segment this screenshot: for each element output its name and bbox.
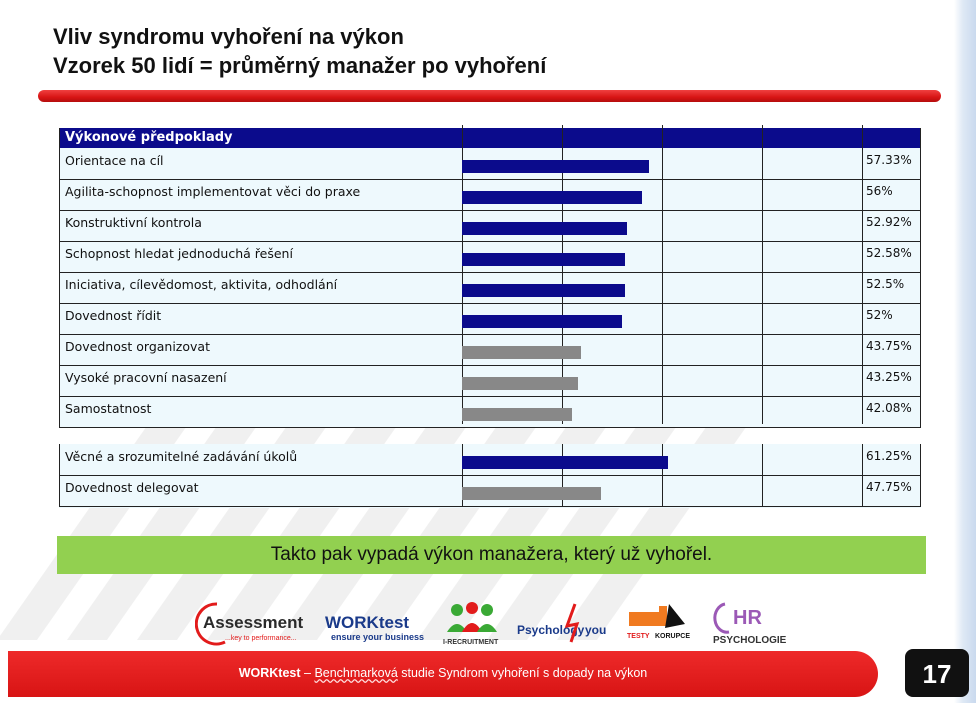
value-label: 52.58%: [866, 246, 912, 260]
row-label: Konstruktivní kontrola: [65, 215, 202, 230]
table-row: [59, 179, 921, 211]
table-row: [59, 475, 921, 507]
row-label: Věcné a srozumitelné zadávání úkolů: [65, 449, 298, 464]
assessment-logo: [195, 598, 313, 648]
bar: [462, 408, 572, 421]
bar: [462, 315, 622, 328]
delegation-table: [59, 444, 921, 508]
psychology-logo-suffix: you: [585, 623, 607, 637]
worktest-logo-text: WORKtest: [325, 613, 410, 632]
psychology-logo-text: Psychology: [517, 623, 585, 637]
table-header: [59, 128, 921, 148]
row-label: Iniciativa, cílevědomost, aktivita, odhodlání: [65, 277, 338, 292]
worktest-logo-sub: ensure your business: [331, 632, 425, 642]
bar: [462, 487, 601, 500]
table-row: [59, 334, 921, 366]
table-row: [59, 303, 921, 335]
table-row: [59, 272, 921, 304]
table-row: [59, 396, 921, 428]
footer-bar: [8, 651, 878, 697]
title-underline-bar: [38, 90, 941, 102]
hr-psychologie-logo: [711, 598, 791, 648]
page-number-badge: [905, 649, 969, 697]
hr-logo-text: HR: [733, 607, 762, 629]
value-label: 56%: [866, 184, 893, 198]
slide-title: [53, 22, 546, 80]
value-label: 52%: [866, 308, 893, 322]
worktest-logo: [323, 598, 429, 648]
value-label: 52.92%: [866, 215, 912, 229]
bar: [462, 191, 642, 204]
row-label: Vysoké pracovní nasazení: [65, 370, 227, 385]
i-recruitment-logo: [439, 598, 505, 648]
title-line-1: Vliv syndromu vyhoření na výkon: [53, 24, 404, 49]
value-label: 61.25%: [866, 449, 912, 463]
table-row: [59, 365, 921, 397]
bar: [462, 284, 625, 297]
performance-table: [59, 128, 921, 428]
bar: [462, 253, 625, 266]
title-line-2: Vzorek 50 lidí = průměrný manažer po vyhoření: [53, 53, 547, 78]
caption-banner: [57, 536, 926, 574]
bar: [462, 456, 668, 469]
footer-underlined-word: Benchmarková: [314, 666, 398, 680]
page-number: 17: [922, 659, 952, 689]
testy-logo-text: TESTY: [627, 633, 650, 640]
psychology-logo: [515, 598, 615, 648]
value-label: 42.08%: [866, 401, 912, 415]
value-label: 43.25%: [866, 370, 912, 384]
row-label: Dovednost delegovat: [65, 480, 199, 495]
row-label: Dovednost organizovat: [65, 339, 210, 354]
bar: [462, 160, 649, 173]
caption-text: Takto pak vypadá výkon manažera, který už vyhořel.: [270, 544, 713, 565]
assessment-logo-sub: ...key to performance...: [225, 635, 297, 642]
value-label: 57.33%: [866, 153, 912, 167]
row-label: Dovednost řídit: [65, 308, 162, 323]
footer-brand: WORKtest: [238, 666, 301, 680]
table-row: [59, 241, 921, 273]
bar: [462, 346, 581, 359]
row-label: Agilita-schopnost implementovat věci do praxe: [65, 184, 361, 199]
table-row: [59, 444, 921, 476]
logo-strip: [195, 598, 795, 648]
hr-logo-sub: PSYCHOLOGIE: [713, 635, 787, 646]
korupce-logo-text: KORUPCE: [655, 633, 691, 640]
row-label: Orientace na cíl: [65, 153, 164, 168]
table-row: [59, 148, 921, 180]
assessment-logo-text: Assessment: [203, 613, 304, 632]
testy-korupce-logo: [625, 598, 697, 648]
table-row: [59, 210, 921, 242]
value-label: 47.75%: [866, 480, 912, 494]
row-label: Schopnost hledat jednoduchá řešení: [65, 246, 293, 261]
footer-text: [8, 666, 878, 680]
value-label: 52.5%: [866, 277, 905, 291]
value-label: 43.75%: [866, 339, 912, 353]
bar: [462, 222, 627, 235]
i-recruitment-logo-text: I-RECRUITMENT: [443, 639, 499, 646]
bar: [462, 377, 578, 390]
footer-separator: –: [300, 666, 315, 680]
table-header-title: Výkonové předpoklady: [65, 130, 233, 145]
footer-rest: studie Syndrom vyhoření s dopady na výkon: [397, 666, 648, 680]
row-label: Samostatnost: [65, 401, 152, 416]
